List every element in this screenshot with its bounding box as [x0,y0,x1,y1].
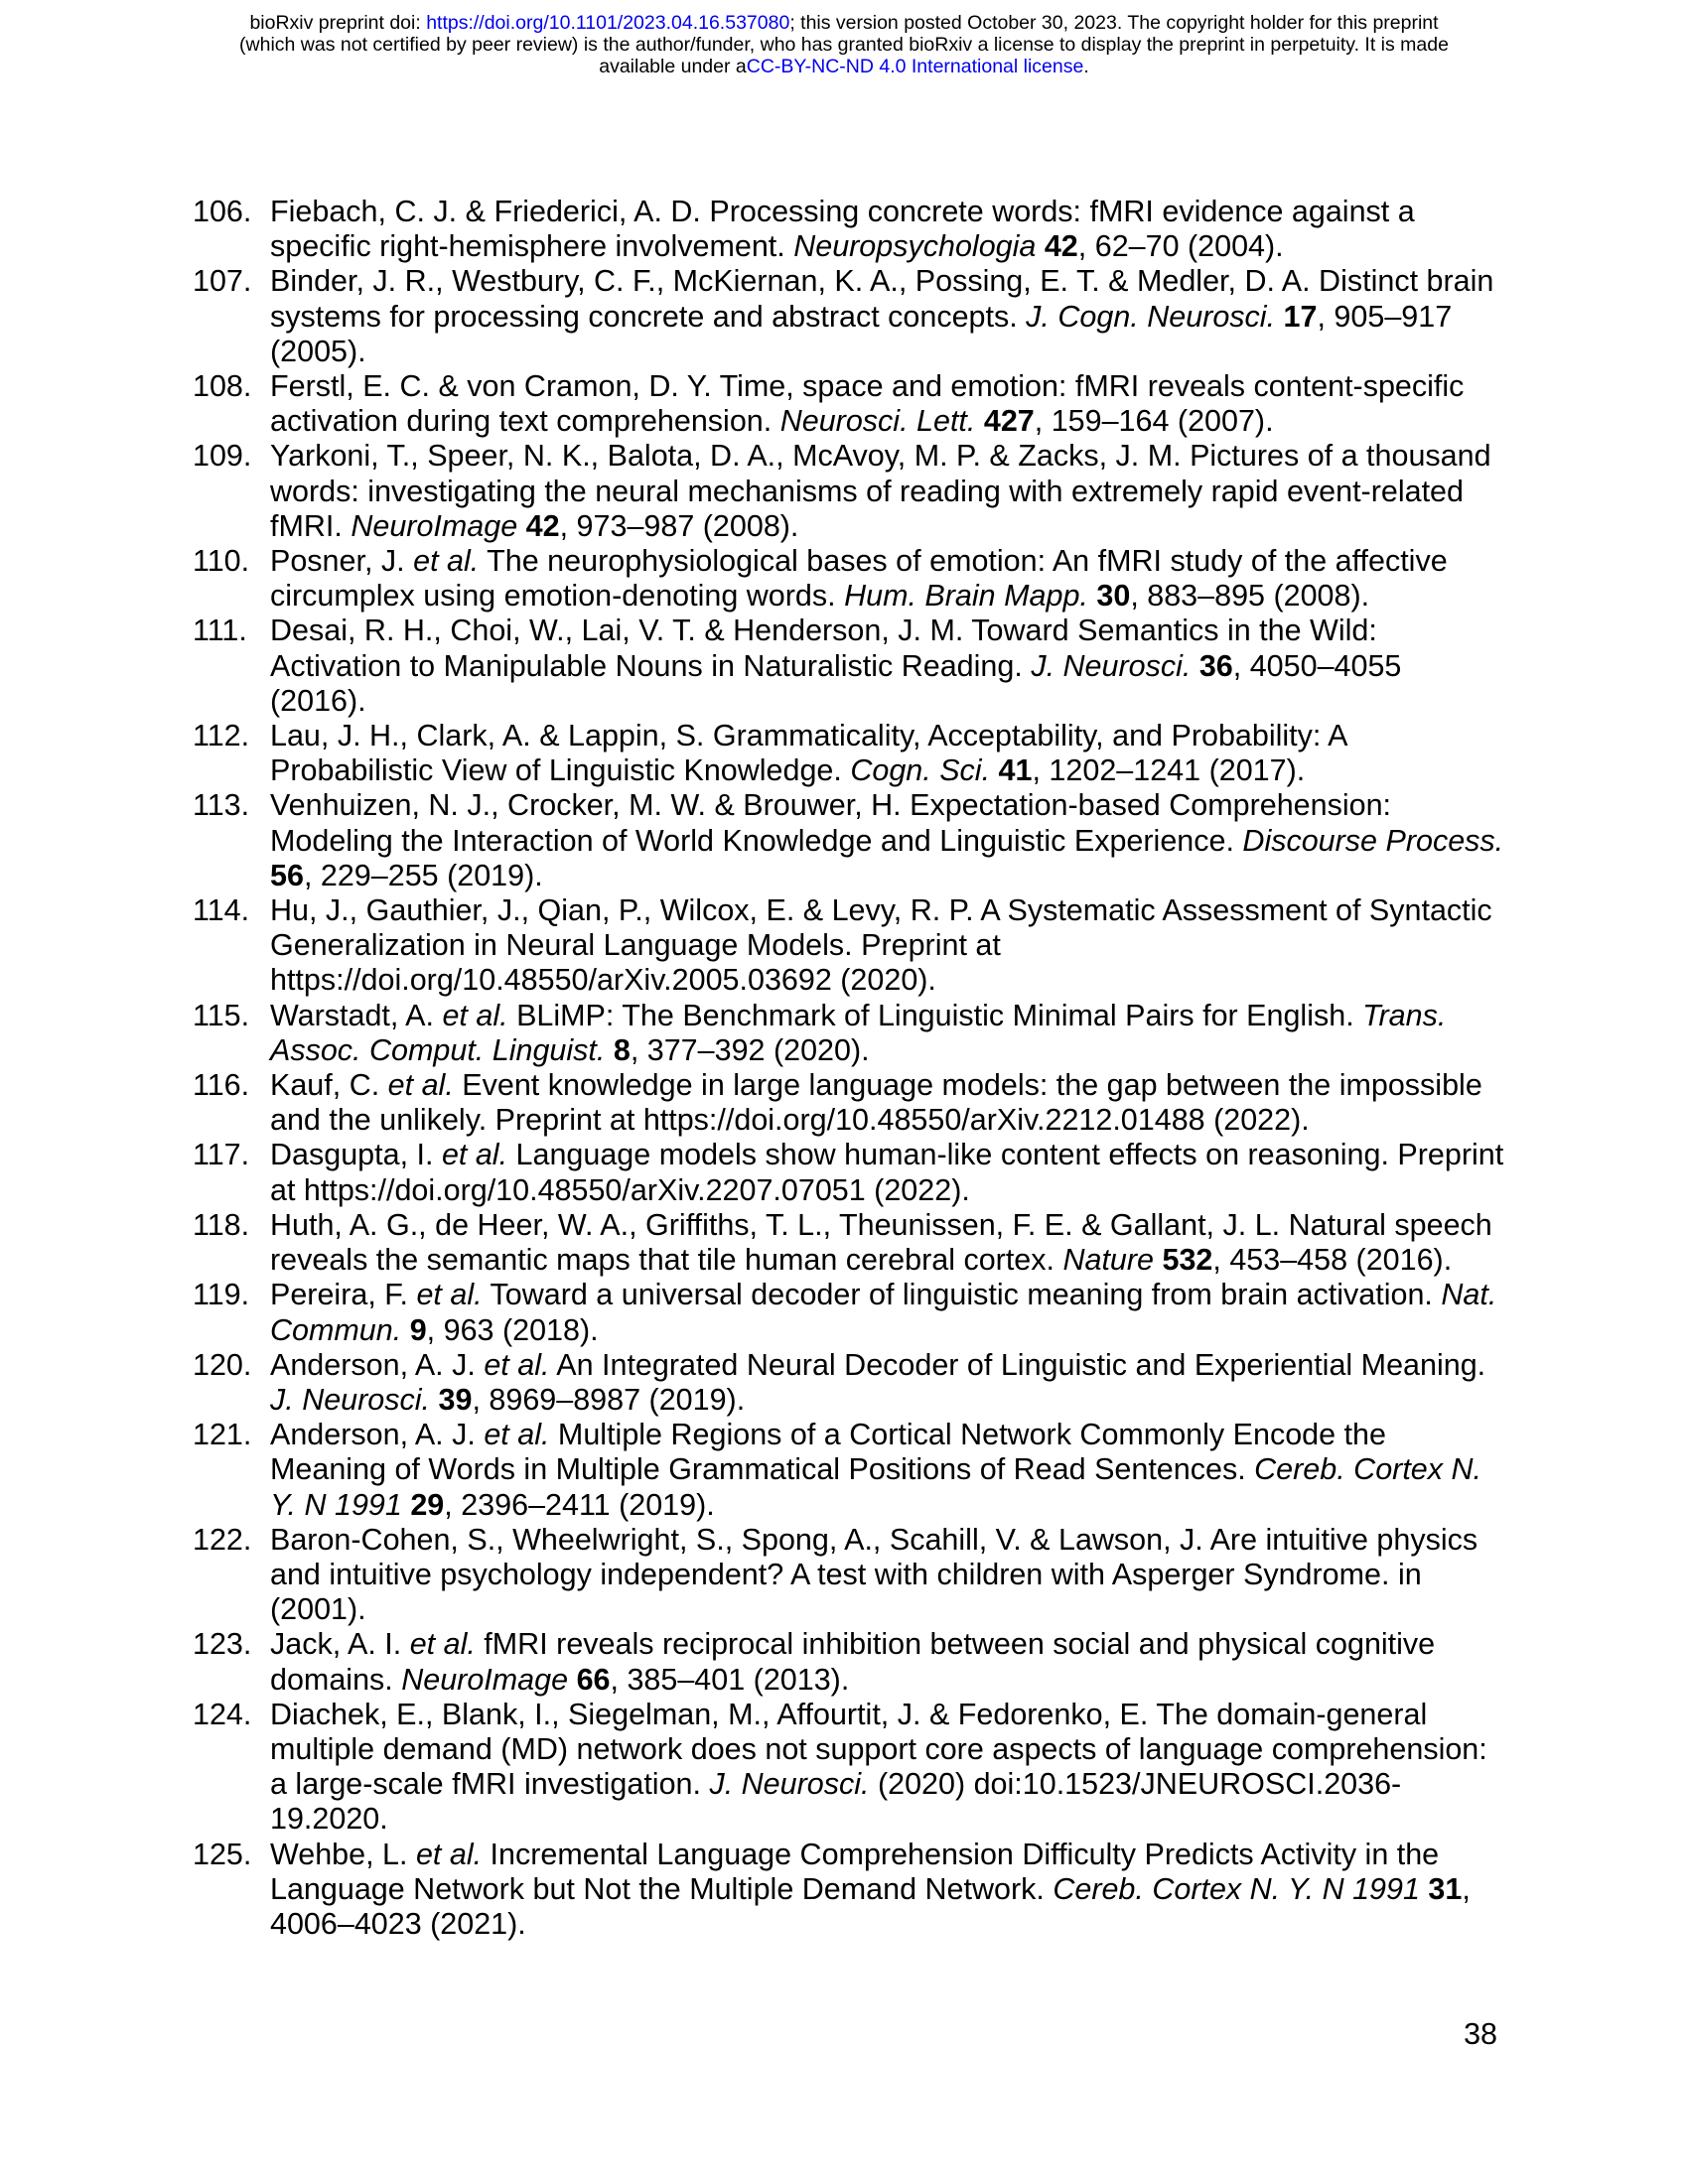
reference-text [270,1418,1481,1521]
reference-segment: Toward a universal decoder of linguistic meaning from brain activation. [482,1278,1442,1312]
reference-item [195,614,1505,719]
reference-item [195,1838,1505,1943]
reference-item [195,1523,1505,1628]
reference-item [195,369,1505,439]
reference-journal-italic: Neurosci. Lett. [779,404,976,439]
reference-number: 107. [193,264,252,299]
reference-segment [568,1663,576,1697]
reference-journal-italic: NeuroImage [351,508,518,543]
reference-volume: 427 [983,404,1035,439]
reference-volume: 17 [1283,299,1318,334]
reference-item [195,1418,1505,1523]
reference-journal-italic: et al. [413,544,480,579]
reference-segment: Hu, J., Gauthier, J., Qian, P., Wilcox, E. & Levy, R. P. A Systematic Assessment of Syntactic Generalization in Neural Language Models. Preprint at https://doi.org/10.48550/arXiv.2005.03692 (2020). [270,893,1492,998]
reference-segment [430,1383,438,1417]
reference-segment: , 377–392 (2020). [630,1032,870,1067]
reference-segment: An Integrated Neural Decoder of Linguistic and Experiential Meaning. [549,1347,1486,1382]
reference-item [195,439,1505,544]
reference-volume: 9 [409,1312,427,1347]
reference-text [270,893,1492,997]
reference-list [195,195,1505,1942]
reference-segment: Anderson, A. J. [270,1418,485,1452]
reference-number: 123. [193,1627,252,1662]
header-license-suffix: . [1083,56,1089,77]
reference-number: 125. [193,1837,252,1871]
reference-segment [975,404,983,438]
reference-number: 114. [193,893,250,928]
reference-text [270,1627,1435,1696]
reference-number: 108. [193,369,252,404]
reference-journal-italic: Nat. Commun. [270,1278,1497,1347]
reference-segment: Binder, J. R., Westbury, C. F., McKiernan, K. A., Possing, E. T. & Medler, D. A. Distinct brain systems for processing concrete and abstract concepts. [270,264,1494,334]
header-prefix: bioRxiv preprint doi: [249,12,427,34]
doi-link[interactable]: https://doi.org/10.1101/2023.04.16.537080 [426,12,790,34]
reference-volume: 42 [1044,229,1078,264]
reference-segment: Kauf, C. [270,1068,388,1103]
reference-segment: , 159–164 (2007). [1034,404,1274,439]
reference-segment: Venhuizen, N. J., Crocker, M. W. & Brouwer, H. Expectation-based Comprehension: Modeling the Interaction of World Knowledge and Linguistic Experience. [270,788,1392,858]
reference-item [195,195,1505,264]
reference-text [270,1138,1503,1206]
reference-number: 124. [193,1697,252,1731]
reference-journal-italic: Cereb. Cortex N. Y. N 1991 [270,1452,1481,1522]
reference-journal-italic: et al. [442,998,508,1032]
reference-journal-italic: J. Neurosci. [709,1767,870,1802]
reference-segment: , 963 (2018). [426,1312,599,1347]
reference-segment: , 385–401 (2013). [610,1662,850,1697]
reference-text [270,788,1503,891]
reference-journal-italic: et al. [409,1627,476,1662]
reference-volume: 31 [1428,1871,1463,1906]
reference-item [195,999,1505,1068]
reference-journal-italic: et al. [484,1418,550,1452]
reference-segment: , 905–917 (2005). [270,299,1453,368]
reference-item [195,1627,1505,1697]
reference-segment: BLiMP: The Benchmark of Linguistic Minimal Pairs for English. [507,998,1363,1032]
reference-segment [1191,649,1198,683]
page-number: 38 [1464,2017,1497,2051]
reference-volume: 41 [998,753,1033,788]
reference-segment: Desai, R. H., Choi, W., Lai, V. T. & Henderson, J. M. Toward Semantics in the Wild: Activation to Manipulable Nouns in Naturalistic Reading. [270,614,1377,683]
reference-number: 120. [193,1347,252,1382]
reference-number: 106. [193,195,252,228]
reference-segment: Jack, A. I. [270,1627,410,1662]
header-suffix: ; this version posted October 30, 2023. The copyright holder for this preprint [789,12,1439,34]
reference-item [195,1208,1505,1278]
reference-segment: , 2396–2411 (2019). [444,1487,715,1522]
reference-volume: 29 [410,1487,445,1522]
reference-journal-italic: Neuropsychologia [793,229,1037,264]
reference-segment: fMRI reveals reciprocal inhibition between social and physical cognitive domains. [270,1627,1436,1697]
reference-segment: Lau, J. H., Clark, A. & Lappin, S. Grammaticality, Acceptability, and Probability: A Probabilistic View of Linguistic Knowledge. [270,719,1346,788]
reference-text [270,264,1493,367]
reference-volume: 30 [1096,579,1131,614]
reference-text [270,1838,1471,1941]
reference-journal-italic: et al. [415,1837,483,1871]
reference-number: 116. [193,1068,250,1103]
reference-segment [517,509,525,543]
reference-text [270,369,1464,438]
preprint-header-line-3 [0,56,1688,77]
reference-journal-italic: et al. [441,1138,508,1172]
reference-text [270,614,1401,717]
reference-segment: Wehbe, L. [270,1837,416,1871]
reference-item [195,893,1505,999]
reference-journal-italic: J. Neurosci. [1031,648,1192,683]
reference-text [270,1523,1477,1626]
reference-volume: 56 [270,858,304,892]
reference-segment: (2020) doi:10.1523/JNEUROSCI.2036-19.2020. [270,1767,1402,1837]
reference-segment: , 62–70 (2004). [1077,229,1284,264]
reference-item [195,1138,1505,1207]
reference-number: 110. [193,544,250,579]
reference-volume: 66 [576,1662,611,1697]
reference-text [270,719,1346,787]
reference-segment: Multiple Regions of a Cortical Network Commonly Encode the Meaning of Words in Multiple Grammatical Positions of Read Sentences. [270,1418,1386,1487]
preprint-header-line-2: (which was not certified by peer review) is the author/funder, who has granted bioRxiv a license to display the preprint in perpetuity. It is made [239,34,1449,56]
reference-segment: Dasgupta, I. [270,1138,442,1172]
header-license-prefix: available under a [599,56,747,77]
reference-journal-italic: NeuroImage [401,1662,569,1697]
reference-segment: , 4050–4055 (2016). [270,648,1402,718]
reference-journal-italic: Hum. Brain Mapp. [844,579,1088,614]
reference-volume: 532 [1162,1243,1213,1278]
reference-number: 121. [193,1418,252,1452]
reference-segment [605,1033,613,1067]
reference-segment: , 883–895 (2008). [1130,579,1370,614]
reference-segment [1036,229,1044,263]
preprint-header [0,12,1688,77]
reference-segment: Baron-Cohen, S., Wheelwright, S., Spong, A., Scahill, V. & Lawson, J. Are intuitive physics and intuitive psychology independent? A test with children with Asperger Syndrome. in (2001). [270,1522,1478,1627]
reference-journal-italic: J. Neurosci. [270,1382,431,1417]
reference-segment: Pereira, F. [270,1278,417,1312]
reference-segment: The neurophysiological bases of emotion: An fMRI study of the affective circumplex using emotion-denoting words. [270,544,1448,614]
reference-number: 118. [193,1207,250,1242]
reference-segment: Anderson, A. J. [270,1347,485,1382]
reference-item [195,544,1505,614]
reference-segment: , 1202–1241 (2017). [1032,753,1306,788]
reference-item [195,264,1505,369]
reference-segment: Warstadt, A. [270,998,443,1032]
reference-item [195,1698,1505,1838]
reference-volume: 39 [438,1382,473,1417]
reference-text [270,1068,1482,1137]
reference-number: 119. [193,1278,250,1312]
reference-volume: 8 [613,1032,631,1067]
reference-text [270,1698,1487,1837]
reference-item [195,719,1505,788]
reference-number: 109. [193,439,252,474]
reference-segment: Fiebach, C. J. & Friederici, A. D. Processing concrete words: fMRI evidence against a specific right-hemisphere involvement. [270,195,1415,264]
reference-volume: 36 [1198,648,1233,683]
reference-journal-italic: Trans. Assoc. Comput. Linguist. [270,998,1447,1067]
reference-segment: Event knowledge in large language models: the gap between the impossible and the unlikely. Preprint at https://doi.org/10.48550/arXiv.2212.01488 (2022). [270,1068,1482,1138]
reference-segment: , 8969–8987 (2019). [472,1382,746,1417]
reference-segment: Diachek, E., Blank, I., Siegelman, M., Affourtit, J. & Fedorenko, E. The domain-general multiple demand (MD) network does not support core aspects of language comprehension: a large-scale fMRI investigation. [270,1697,1487,1802]
reference-segment: , 453–458 (2016). [1212,1243,1453,1278]
reference-number: 115. [193,998,250,1032]
reference-segment: Language models show human-like content effects on reasoning. Preprint at https://doi.org/10.48550/arXiv.2207.07051 (2022). [270,1138,1504,1207]
reference-number: 122. [193,1522,252,1557]
reference-segment: Huth, A. G., de Heer, W. A., Griffiths, T. L., Theunissen, F. E. & Gallant, J. L. Natural speech reveals the semantic maps that tile human cerebral cortex. [270,1207,1492,1278]
reference-segment [1275,300,1283,334]
reference-text [270,1208,1492,1277]
reference-journal-italic: Discourse Process. [1242,823,1504,858]
reference-journal-italic: et al. [484,1347,550,1382]
reference-journal-italic: J. Cogn. Neurosci. [1026,299,1276,334]
reference-text [270,1278,1496,1346]
reference-number: 113. [193,788,250,823]
reference-text [270,1348,1485,1417]
reference-segment [990,753,998,787]
reference-segment: , 4006–4023 (2021). [270,1871,1471,1941]
reference-journal-italic: Cogn. Sci. [850,753,991,788]
preprint-header-line-1 [0,12,1688,34]
reference-number: 112. [193,719,250,753]
reference-journal-italic: Cereb. Cortex N. Y. N 1991 [1053,1871,1420,1906]
reference-segment: , 229–255 (2019). [303,858,543,892]
reference-segment: Ferstl, E. C. & von Cramon, D. Y. Time, space and emotion: fMRI reveals content-specific activation during text comprehension. [270,369,1465,439]
reference-number: 111. [193,614,247,648]
reference-segment: Incremental Language Comprehension Difficulty Predicts Activity in the Language Network but Not the Multiple Demand Network. [270,1837,1440,1906]
reference-text [270,195,1415,263]
reference-text [270,544,1448,613]
reference-segment [401,1313,409,1347]
reference-item [195,1068,1505,1138]
reference-item [195,788,1505,893]
reference-volume: 42 [525,508,560,543]
reference-journal-italic: Nature [1062,1243,1154,1278]
reference-journal-italic: et al. [387,1068,454,1103]
reference-journal-italic: et al. [416,1278,483,1312]
license-link[interactable]: CC-BY-NC-ND 4.0 International license [746,56,1084,77]
reference-segment: Yarkoni, T., Speer, N. K., Balota, D. A., McAvoy, M. P. & Zacks, J. M. Pictures of a thousand words: investigating the neural mechanisms of reading with extremely rapid event-related fMRI. [270,439,1491,543]
reference-item [195,1278,1505,1347]
reference-text [270,999,1446,1067]
reference-number: 117. [193,1138,250,1172]
reference-item [195,1348,1505,1418]
reference-text [270,439,1491,542]
reference-segment: Posner, J. [270,544,414,579]
reference-segment: , 973–987 (2008). [559,508,799,543]
